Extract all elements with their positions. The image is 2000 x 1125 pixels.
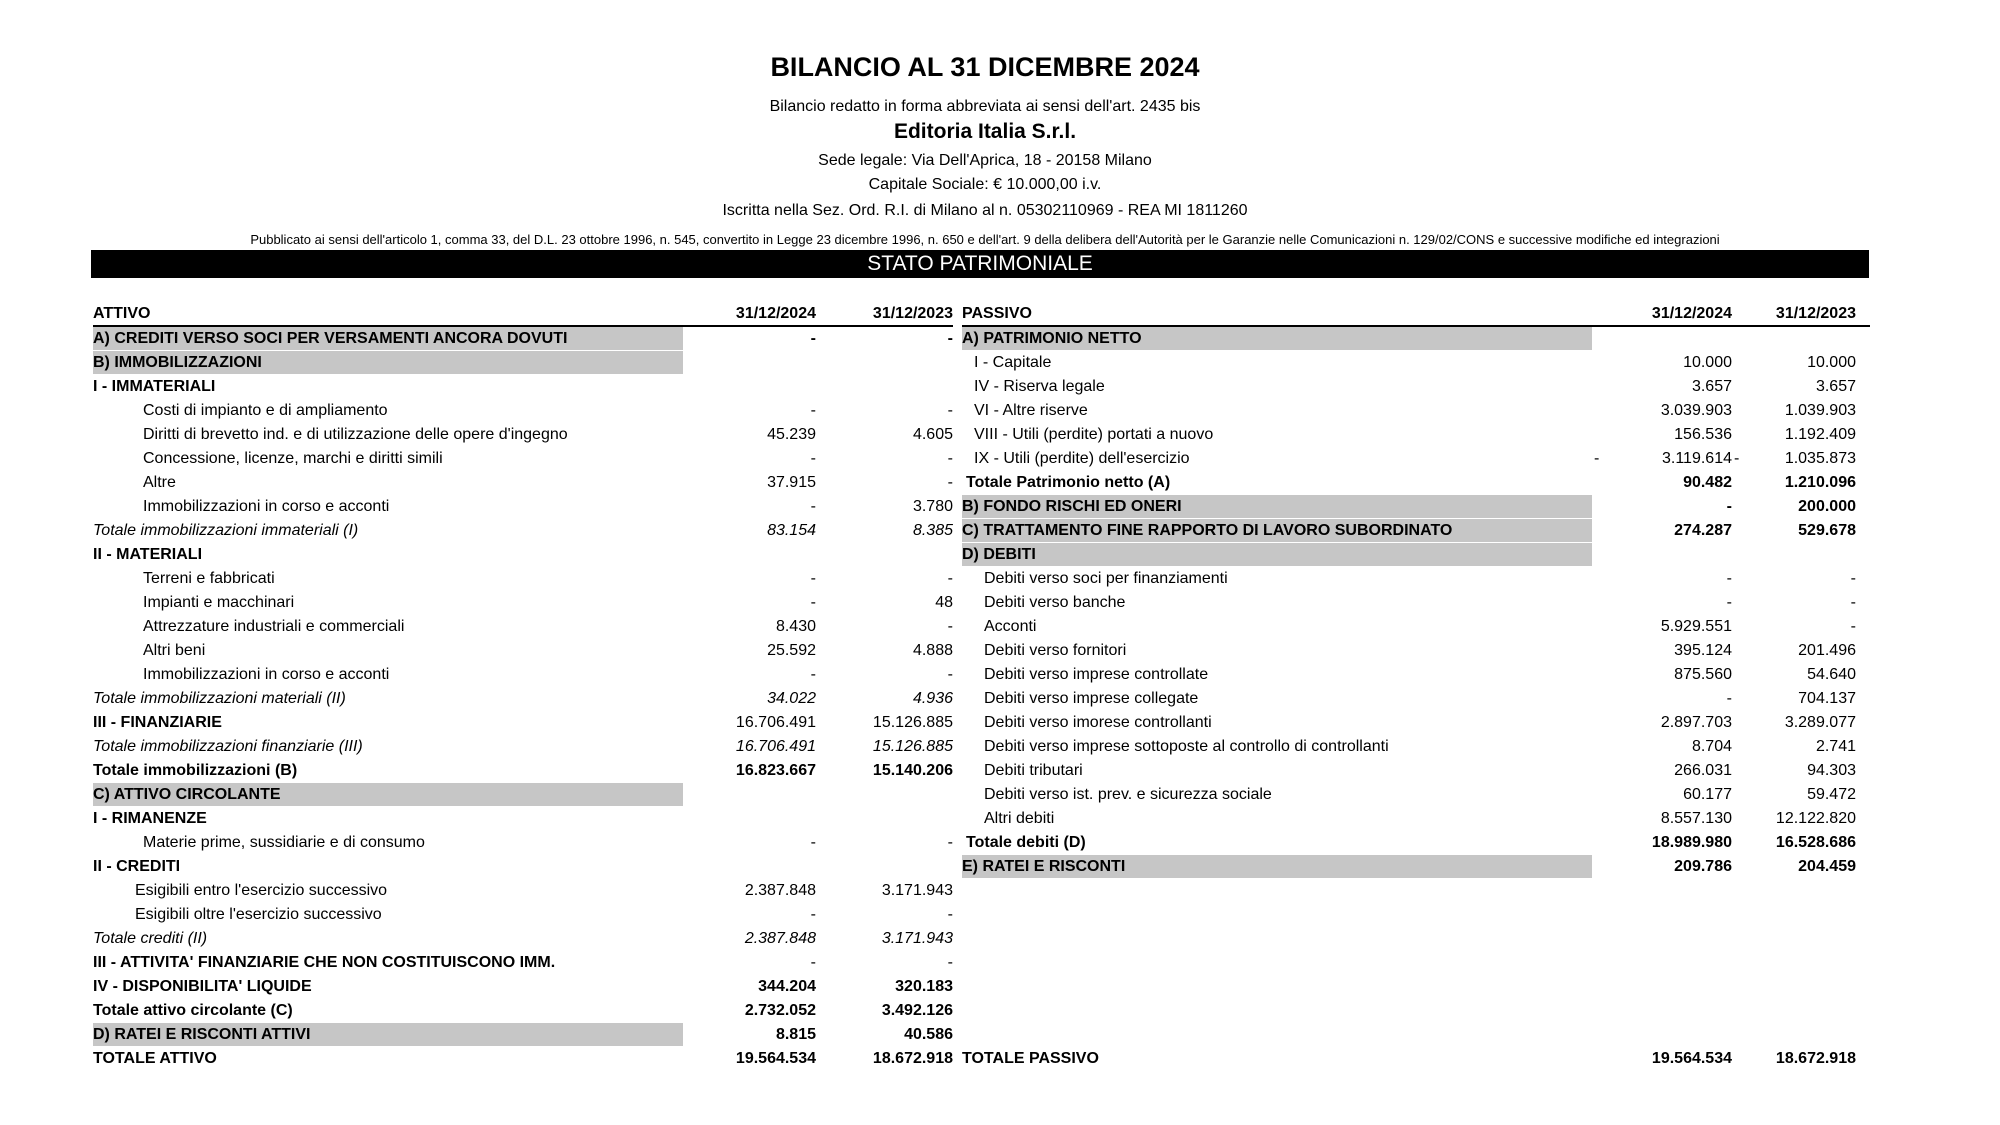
attivo-row-label: B) IMMOBILIZZAZIONI (93, 354, 262, 371)
passivo-value-2024: 90.482 (1683, 474, 1732, 491)
attivo-value-2023: - (947, 330, 953, 347)
passivo-value-2024: 209.786 (1674, 858, 1732, 875)
attivo-row (93, 423, 953, 447)
attivo-value-2024: 16.823.667 (735, 762, 816, 779)
attivo-value-2024: - (810, 498, 816, 515)
passivo-row (962, 903, 1870, 927)
passivo-value-2024: 8.557.130 (1660, 810, 1732, 827)
passivo-value-2024: - (1726, 570, 1732, 587)
attivo-row-label: II - CREDITI (93, 858, 181, 875)
attivo-row (93, 879, 953, 903)
passivo-value-2023: - (1850, 618, 1856, 635)
passivo-value-2023: 10.000 (1807, 354, 1856, 371)
passivo-row-label: TOTALE PASSIVO (962, 1050, 1099, 1067)
attivo-row-label: Totale immobilizzazioni (B) (93, 762, 298, 779)
attivo-value-2024: - (810, 570, 816, 587)
passivo-value-2023: 1.039.903 (1784, 402, 1856, 419)
passivo-row-label: IX - Utili (perdite) dell'esercizio (974, 450, 1190, 467)
attivo-value-2023: 40.586 (904, 1026, 953, 1043)
passivo-row (962, 375, 1870, 399)
attivo-value-2023: 3.171.943 (881, 930, 953, 947)
attivo-value-2024: - (810, 954, 816, 971)
passivo-value-2023: 204.459 (1798, 858, 1856, 875)
passivo-value-2024: 5.929.551 (1660, 618, 1732, 635)
attivo-table (93, 302, 953, 1071)
passivo-value-2023: 529.678 (1798, 522, 1856, 539)
passivo-value-2023: 1.192.409 (1784, 426, 1856, 443)
passivo-value-2023: 94.303 (1807, 762, 1856, 779)
attivo-row (93, 687, 953, 711)
passivo-value-2024: 3.657 (1691, 378, 1732, 395)
passivo-value-2023: 3.657 (1815, 378, 1856, 395)
attivo-row-label: II - MATERIALI (93, 546, 203, 563)
attivo-value-2024: 83.154 (767, 522, 816, 539)
passivo-value-2024: 266.031 (1674, 762, 1732, 779)
attivo-value-2023: 15.140.206 (872, 762, 953, 779)
passivo-row-label: VIII - Utili (perdite) portati a nuovo (974, 426, 1214, 443)
attivo-row (93, 399, 953, 423)
attivo-value-2024: 344.204 (758, 978, 816, 995)
passivo-value-2023: 59.472 (1807, 786, 1856, 803)
attivo-row-label: Esigibili entro l'esercizio successivo (135, 882, 388, 899)
attivo-value-2024: 16.706.491 (735, 738, 816, 755)
attivo-value-2023: - (947, 570, 953, 587)
passivo-value-2023: 2.741 (1815, 738, 1856, 755)
attivo-row-label: Totale immobilizzazioni immateriali (I) (93, 522, 359, 539)
attivo-row (93, 351, 953, 375)
attivo-row (93, 1047, 953, 1071)
attivo-value-2024: 2.387.848 (744, 882, 816, 899)
attivo-row-label: Impianti e macchinari (143, 594, 295, 611)
passivo-value-2023: - (1850, 570, 1856, 587)
passivo-row (962, 567, 1870, 591)
negative-sign-2024: - (1594, 450, 1600, 467)
attivo-value-2024: 19.564.534 (735, 1050, 816, 1067)
attivo-value-2024: 25.592 (767, 642, 816, 659)
attivo-row-label: III - ATTIVITA' FINANZIARIE CHE NON COSTITUISCONO IMM. (93, 954, 556, 971)
attivo-row (93, 999, 953, 1023)
passivo-row-label: Altri debiti (984, 810, 1055, 827)
attivo-value-2024: 8.430 (775, 618, 816, 635)
attivo-value-2023: - (947, 666, 953, 683)
attivo-row (93, 447, 953, 471)
passivo-row (962, 687, 1870, 711)
attivo-value-2023: 4.605 (912, 426, 953, 443)
passivo-row (962, 615, 1870, 639)
attivo-col-2024: 31/12/2024 (735, 305, 816, 322)
attivo-col-2023: 31/12/2023 (872, 305, 953, 322)
passivo-row (962, 351, 1870, 375)
attivo-row-label: Costi di impianto e di ampliamento (143, 402, 388, 419)
passivo-row (962, 1047, 1870, 1071)
passivo-row-label: Debiti verso ist. prev. e sicurezza sociale (984, 786, 1272, 803)
attivo-row (93, 759, 953, 783)
attivo-header-row (93, 302, 953, 327)
row-shading (962, 543, 1592, 566)
attivo-row-label: TOTALE ATTIVO (93, 1050, 217, 1067)
passivo-row (962, 495, 1870, 519)
passivo-row (962, 831, 1870, 855)
passivo-row (962, 759, 1870, 783)
attivo-row (93, 855, 953, 879)
attivo-row (93, 543, 953, 567)
attivo-row (93, 567, 953, 591)
passivo-row (962, 879, 1870, 903)
passivo-value-2024: 274.287 (1674, 522, 1732, 539)
passivo-col-2024: 31/12/2024 (1651, 305, 1732, 322)
passivo-row-label: D) DEBITI (962, 546, 1036, 563)
passivo-value-2024: 8.704 (1691, 738, 1732, 755)
attivo-value-2023: 48 (935, 594, 953, 611)
passivo-value-2024: 60.177 (1683, 786, 1732, 803)
attivo-row-label: A) CREDITI VERSO SOCI PER VERSAMENTI ANCORA DOVUTI (93, 330, 568, 347)
passivo-row (962, 543, 1870, 567)
passivo-value-2024: - (1726, 498, 1732, 515)
page-title: BILANCIO AL 31 DICEMBRE 2024 (770, 52, 1200, 82)
attivo-value-2023: 8.385 (912, 522, 953, 539)
attivo-row (93, 375, 953, 399)
passivo-row (962, 591, 1870, 615)
passivo-value-2023: 18.672.918 (1775, 1050, 1856, 1067)
attivo-row-label: III - FINANZIARIE (93, 714, 222, 731)
attivo-value-2023: 15.126.885 (872, 738, 953, 755)
attivo-value-2024: - (810, 402, 816, 419)
attivo-value-2023: 3.492.126 (881, 1002, 953, 1019)
passivo-value-2024: 3.039.903 (1660, 402, 1732, 419)
attivo-row (93, 783, 953, 807)
attivo-row (93, 711, 953, 735)
passivo-row-label: VI - Altre riserve (974, 402, 1088, 419)
passivo-row (962, 975, 1870, 999)
attivo-value-2024: - (810, 666, 816, 683)
attivo-row-label: Totale attivo circolante (C) (93, 1002, 293, 1019)
passivo-value-2023: 16.528.686 (1775, 834, 1856, 851)
attivo-row-label: I - IMMATERIALI (93, 378, 216, 395)
attivo-value-2023: 4.888 (912, 642, 953, 659)
attivo-value-2024: 45.239 (767, 426, 816, 443)
passivo-value-2023: 12.122.820 (1775, 810, 1856, 827)
attivo-value-2024: 8.815 (775, 1026, 816, 1043)
attivo-row (93, 927, 953, 951)
attivo-heading: ATTIVO (93, 305, 151, 322)
passivo-value-2023: - (1850, 594, 1856, 611)
attivo-row-label: Attrezzature industriali e commerciali (143, 618, 405, 635)
passivo-row (962, 423, 1870, 447)
passivo-heading: PASSIVO (962, 305, 1032, 322)
attivo-row-label: C) ATTIVO CIRCOLANTE (93, 786, 281, 803)
attivo-row (93, 807, 953, 831)
passivo-row (962, 471, 1870, 495)
attivo-row (93, 591, 953, 615)
passivo-row (962, 447, 1870, 471)
passivo-value-2023: 1.210.096 (1784, 474, 1856, 491)
attivo-row-label: Totale crediti (II) (93, 930, 208, 947)
passivo-row (962, 639, 1870, 663)
passivo-value-2024: 3.119.614 (1662, 450, 1732, 467)
passivo-row-label: I - Capitale (974, 354, 1052, 371)
attivo-row (93, 831, 953, 855)
attivo-row-label: Terreni e fabbricati (143, 570, 275, 587)
attivo-value-2024: - (810, 834, 816, 851)
passivo-row (962, 711, 1870, 735)
passivo-row-label: C) TRATTAMENTO FINE RAPPORTO DI LAVORO SUBORDINATO (962, 522, 1453, 539)
attivo-value-2023: - (947, 474, 953, 491)
passivo-row-label: Debiti verso fornitori (984, 642, 1127, 659)
passivo-value-2023: 1.035.873 (1784, 450, 1856, 467)
passivo-value-2024: 156.536 (1674, 426, 1732, 443)
attivo-value-2023: 3.171.943 (881, 882, 953, 899)
attivo-row (93, 735, 953, 759)
attivo-row (93, 519, 953, 543)
passivo-row (962, 1023, 1870, 1047)
attivo-row (93, 471, 953, 495)
attivo-row-label: Diritti di brevetto ind. e di utilizzazione delle opere d'ingegno (143, 426, 568, 443)
passivo-value-2023: 704.137 (1798, 690, 1856, 707)
attivo-row-label: Immobilizzazioni in corso e acconti (143, 666, 390, 683)
attivo-value-2023: - (947, 402, 953, 419)
passivo-row-label: Debiti verso imorese controllanti (984, 714, 1212, 731)
attivo-value-2024: - (810, 906, 816, 923)
passivo-value-2024: 2.897.703 (1660, 714, 1732, 731)
passivo-col-2023: 31/12/2023 (1775, 305, 1856, 322)
passivo-value-2024: 395.124 (1674, 642, 1732, 659)
attivo-row-label: Esigibili oltre l'esercizio successivo (135, 906, 382, 923)
passivo-row-label: Totale debiti (D) (966, 834, 1086, 851)
attivo-value-2023: 15.126.885 (872, 714, 953, 731)
attivo-row-label: Totale immobilizzazioni materiali (II) (93, 690, 346, 707)
passivo-row-label: Acconti (984, 618, 1037, 635)
attivo-value-2024: 34.022 (767, 690, 816, 707)
passivo-row (962, 327, 1870, 351)
passivo-row (962, 999, 1870, 1023)
attivo-row (93, 975, 953, 999)
attivo-row-label: Altri beni (143, 642, 206, 659)
passivo-row (962, 783, 1870, 807)
attivo-value-2023: 320.183 (895, 978, 953, 995)
passivo-table (962, 302, 1870, 1071)
passivo-row-label: IV - Riserva legale (974, 378, 1105, 395)
attivo-value-2024: - (810, 594, 816, 611)
attivo-value-2023: 18.672.918 (872, 1050, 953, 1067)
attivo-value-2024: 2.387.848 (744, 930, 816, 947)
attivo-row (93, 639, 953, 663)
passivo-row (962, 735, 1870, 759)
attivo-value-2024: - (810, 330, 816, 347)
passivo-row (962, 855, 1870, 879)
passivo-row-label: B) FONDO RISCHI ED ONERI (962, 498, 1182, 515)
attivo-row (93, 615, 953, 639)
attivo-row (93, 903, 953, 927)
attivo-value-2023: 3.780 (912, 498, 953, 515)
attivo-row (93, 327, 953, 351)
passivo-row-label: A) PATRIMONIO NETTO (962, 330, 1142, 347)
attivo-value-2024: 2.732.052 (744, 1002, 816, 1019)
attivo-row-label: I - RIMANENZE (93, 810, 207, 827)
passivo-value-2023: 3.289.077 (1784, 714, 1856, 731)
passivo-value-2023: 200.000 (1798, 498, 1856, 515)
passivo-row-label: Debiti tributari (984, 762, 1083, 779)
legal-notice: Pubblicato ai sensi dell'articolo 1, comma 33, del D.L. 23 ottobre 1996, n. 545, convertito in Legge 23 dicembre 1996, n. 650 e dell'art. 9 della delibera dell'Autorità per le Garanzie nelle Comunicazioni n. 129/02/CONS e successive modifiche ed integrazioni (250, 232, 1720, 247)
attivo-row-label: Totale immobilizzazioni finanziarie (III) (93, 738, 363, 755)
passivo-value-2024: - (1726, 690, 1732, 707)
attivo-row (93, 1023, 953, 1047)
attivo-row-label: IV - DISPONIBILITA' LIQUIDE (93, 978, 312, 995)
passivo-row (962, 399, 1870, 423)
registered-office: Sede legale: Via Dell'Aprica, 18 - 20158 Milano (818, 152, 1152, 169)
passivo-value-2024: 19.564.534 (1651, 1050, 1732, 1067)
company-name: Editoria Italia S.r.l. (893, 120, 1077, 143)
passivo-row-label: Debiti verso imprese sottoposte al controllo di controllanti (984, 738, 1389, 755)
passivo-row-label: E) RATEI E RISCONTI (962, 858, 1126, 875)
share-capital: Capitale Sociale: € 10.000,00 i.v. (868, 176, 1102, 193)
attivo-value-2023: - (947, 834, 953, 851)
passivo-row (962, 807, 1870, 831)
passivo-row-label: Debiti verso imprese collegate (984, 690, 1199, 707)
passivo-value-2024: 10.000 (1683, 354, 1732, 371)
attivo-value-2024: 37.915 (767, 474, 816, 491)
attivo-row-label: Materie prime, sussidiarie e di consumo (143, 834, 425, 851)
passivo-value-2023: 201.496 (1798, 642, 1856, 659)
attivo-row-label: Immobilizzazioni in corso e acconti (143, 498, 390, 515)
passivo-header-row (962, 302, 1870, 327)
attivo-value-2023: 4.936 (912, 690, 953, 707)
passivo-value-2023: 54.640 (1807, 666, 1856, 683)
attivo-value-2023: - (947, 450, 953, 467)
passivo-value-2024: 18.989.980 (1651, 834, 1732, 851)
attivo-row (93, 951, 953, 975)
passivo-value-2024: 875.560 (1674, 666, 1732, 683)
attivo-value-2024: 16.706.491 (735, 714, 816, 731)
passivo-row-label: Debiti verso banche (984, 594, 1126, 611)
passivo-row (962, 951, 1870, 975)
attivo-value-2023: - (947, 906, 953, 923)
attivo-value-2023: - (947, 618, 953, 635)
section-band: STATO PATRIMONIALE (91, 250, 1869, 278)
passivo-row-label: Totale Patrimonio netto (A) (966, 474, 1171, 491)
attivo-value-2023: - (947, 954, 953, 971)
attivo-row (93, 495, 953, 519)
attivo-row-label: D) RATEI E RISCONTI ATTIVI (93, 1026, 311, 1043)
negative-sign-2023: - (1734, 450, 1740, 467)
subtitle: Bilancio redatto in forma abbreviata ai sensi dell'art. 2435 bis (769, 98, 1201, 115)
passivo-value-2024: - (1726, 594, 1732, 611)
passivo-row (962, 927, 1870, 951)
passivo-row-label: Debiti verso imprese controllate (984, 666, 1209, 683)
passivo-row-label: Debiti verso soci per finanziamenti (984, 570, 1228, 587)
passivo-row (962, 663, 1870, 687)
attivo-row-label: Concessione, licenze, marchi e diritti simili (143, 450, 443, 467)
attivo-row (93, 663, 953, 687)
registry-info: Iscritta nella Sez. Ord. R.I. di Milano al n. 05302110969 - REA MI 1811260 (722, 202, 1248, 219)
attivo-value-2024: - (810, 450, 816, 467)
passivo-row (962, 519, 1870, 543)
attivo-row-label: Altre (143, 474, 176, 491)
